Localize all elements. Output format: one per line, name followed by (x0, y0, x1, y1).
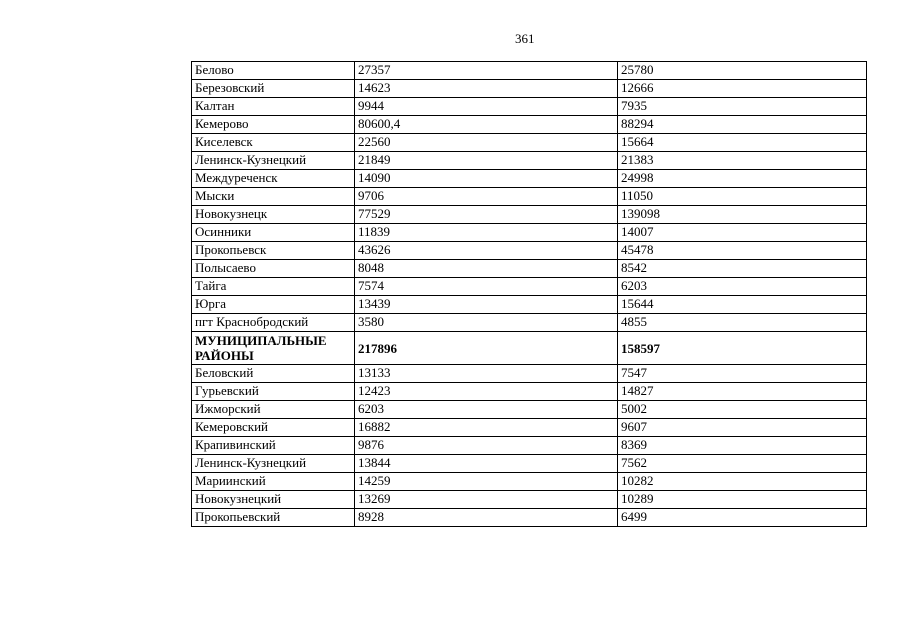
row-value-2: 6499 (618, 509, 867, 527)
table-row (192, 260, 867, 278)
row-value-2: 8542 (618, 260, 867, 278)
row-value-1: 8928 (355, 509, 618, 527)
row-value-1: 14259 (355, 473, 618, 491)
row-value-1: 12423 (355, 383, 618, 401)
section-total-1: 217896 (355, 332, 618, 365)
table-row (192, 152, 867, 170)
row-value-1: 13133 (355, 365, 618, 383)
row-value-1: 14090 (355, 170, 618, 188)
table-row (192, 296, 867, 314)
row-value-1: 43626 (355, 242, 618, 260)
row-name: Прокопьевский (192, 509, 355, 527)
row-name: пгт Краснобродский (192, 314, 355, 332)
row-name: Ленинск-Кузнецкий (192, 455, 355, 473)
row-value-1: 9944 (355, 98, 618, 116)
table-row (192, 419, 867, 437)
row-value-2: 25780 (618, 62, 867, 80)
row-value-2: 4855 (618, 314, 867, 332)
table-row (192, 455, 867, 473)
row-value-2: 14827 (618, 383, 867, 401)
row-name: Новокузнецкий (192, 491, 355, 509)
table-row (192, 314, 867, 332)
row-name: Киселевск (192, 134, 355, 152)
table-row (192, 491, 867, 509)
row-value-2: 8369 (618, 437, 867, 455)
row-value-2: 7562 (618, 455, 867, 473)
row-name: Новокузнецк (192, 206, 355, 224)
row-value-1: 21849 (355, 152, 618, 170)
data-table (191, 61, 867, 527)
row-name: Тайга (192, 278, 355, 296)
row-name: Крапивинский (192, 437, 355, 455)
table-row (192, 278, 867, 296)
row-name: Мариинский (192, 473, 355, 491)
row-value-1: 13269 (355, 491, 618, 509)
row-value-1: 16882 (355, 419, 618, 437)
row-value-1: 22560 (355, 134, 618, 152)
row-value-2: 5002 (618, 401, 867, 419)
row-value-1: 7574 (355, 278, 618, 296)
row-value-1: 8048 (355, 260, 618, 278)
row-value-1: 9876 (355, 437, 618, 455)
row-name: Юрга (192, 296, 355, 314)
table-row (192, 509, 867, 527)
page-number: 361 (515, 31, 535, 46)
row-name: Беловский (192, 365, 355, 383)
table-row (192, 188, 867, 206)
section-header-row (192, 332, 867, 365)
row-name: Кемеровский (192, 419, 355, 437)
row-value-1: 3580 (355, 314, 618, 332)
row-value-2: 24998 (618, 170, 867, 188)
row-name: Кемерово (192, 116, 355, 134)
row-value-1: 77529 (355, 206, 618, 224)
table-row (192, 116, 867, 134)
row-value-2: 45478 (618, 242, 867, 260)
table-row (192, 170, 867, 188)
row-value-2: 88294 (618, 116, 867, 134)
row-name: Ленинск-Кузнецкий (192, 152, 355, 170)
row-value-1: 13844 (355, 455, 618, 473)
row-value-2: 11050 (618, 188, 867, 206)
row-name: Мыски (192, 188, 355, 206)
row-value-2: 10289 (618, 491, 867, 509)
row-value-2: 6203 (618, 278, 867, 296)
row-value-1: 13439 (355, 296, 618, 314)
row-name: Полысаево (192, 260, 355, 278)
section-title: МУНИЦИПАЛЬНЫЕ РАЙОНЫ (192, 332, 355, 365)
row-value-2: 12666 (618, 80, 867, 98)
table-row (192, 383, 867, 401)
row-value-2: 15644 (618, 296, 867, 314)
row-name: Березовский (192, 80, 355, 98)
row-name: Междуреченск (192, 170, 355, 188)
row-value-2: 21383 (618, 152, 867, 170)
row-value-1: 9706 (355, 188, 618, 206)
row-value-1: 11839 (355, 224, 618, 242)
table-row (192, 473, 867, 491)
table-row (192, 401, 867, 419)
row-name: Белово (192, 62, 355, 80)
row-value-2: 15664 (618, 134, 867, 152)
table-row (192, 365, 867, 383)
row-value-1: 80600,4 (355, 116, 618, 134)
table-row (192, 224, 867, 242)
row-name: Гурьевский (192, 383, 355, 401)
row-value-2: 10282 (618, 473, 867, 491)
row-name: Прокопьевск (192, 242, 355, 260)
section-total-2: 158597 (618, 332, 867, 365)
row-value-1: 27357 (355, 62, 618, 80)
row-value-2: 9607 (618, 419, 867, 437)
row-value-1: 14623 (355, 80, 618, 98)
table-row (192, 62, 867, 80)
row-name: Ижморский (192, 401, 355, 419)
row-value-1: 6203 (355, 401, 618, 419)
row-value-2: 14007 (618, 224, 867, 242)
table-row (192, 437, 867, 455)
table-row (192, 242, 867, 260)
row-name: Калтан (192, 98, 355, 116)
table-row (192, 80, 867, 98)
row-name: Осинники (192, 224, 355, 242)
table-row (192, 206, 867, 224)
row-value-2: 7935 (618, 98, 867, 116)
row-value-2: 7547 (618, 365, 867, 383)
table-row (192, 98, 867, 116)
row-value-2: 139098 (618, 206, 867, 224)
table-row (192, 134, 867, 152)
